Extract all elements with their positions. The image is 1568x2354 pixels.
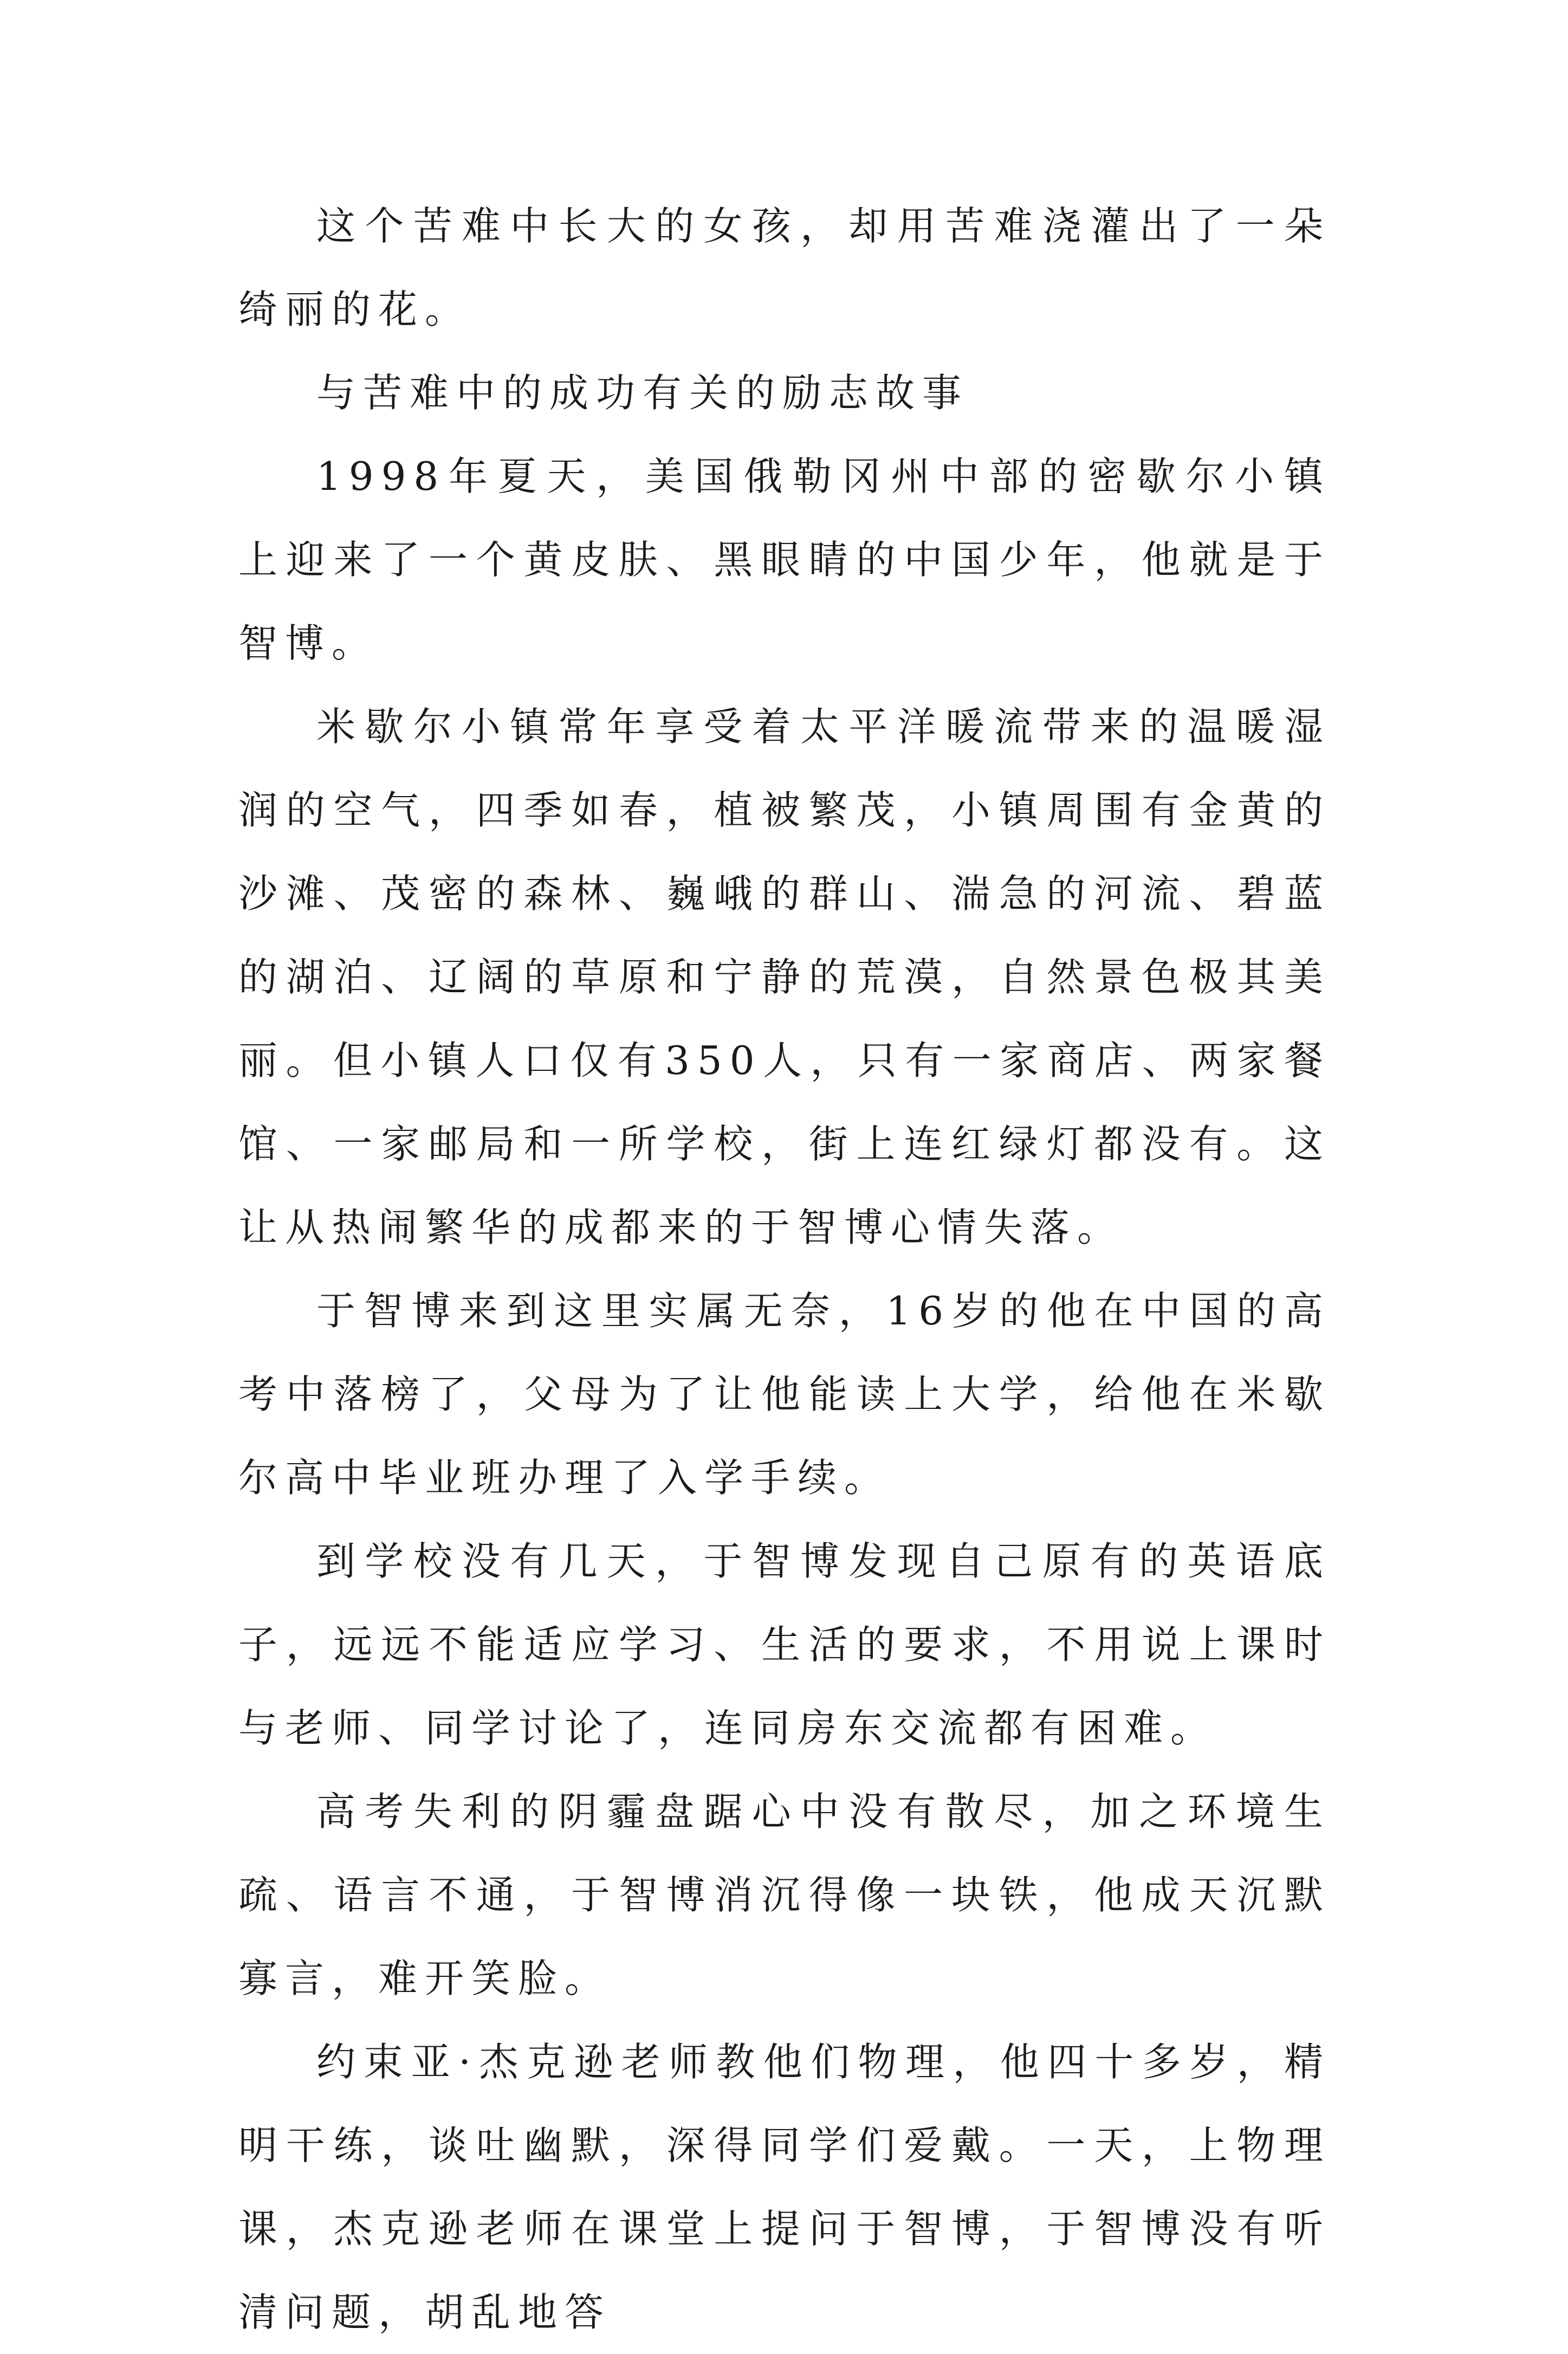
paragraph: 这个苦难中长大的女孩，却用苦难浇灌出了一朵绮丽的花。 — [238, 203, 1331, 332]
paragraph: 于智博来到这里实属无奈，16岁的他在中国的高考中落榜了，父母为了让他能读上大学，给他在米歇尔高中毕业班办理了入学手续。 — [238, 1288, 1331, 1501]
paragraph: 到学校没有几天，于智博发现自己原有的英语底子，远远不能适应学习、生活的要求，不用说上课时与老师、同学讨论了，连同房东交流都有困难。 — [238, 1538, 1331, 1751]
paragraph: 米歇尔小镇常年享受着太平洋暖流带来的温暖湿润的空气，四季如春，植被繁茂，小镇周围有金黄的沙滩、茂密的森林、巍峨的群山、湍急的河流、碧蓝的湖泊、辽阔的草原和宁静的荒漠，自然景色极其美丽。但小镇人口仅有350人，只有一家商店、两家餐馆、一家邮局和一所学校，街上连红绿灯都没有。这让从热闹繁华的成都来的于智博心情失落。 — [238, 704, 1331, 1250]
paragraph-heading: 与苦难中的成功有关的励志故事 — [316, 370, 969, 416]
document-body — [238, 184, 1331, 2354]
paragraph: 约束亚·杰克逊老师教他们物理，他四十多岁，精明干练，谈吐幽默，深得同学们爱戴。一天，上物理课，杰克逊老师在课堂上提问于智博，于智博没有听清问题，胡乱地答 — [238, 2039, 1331, 2335]
paragraph: 1998年夏天，美国俄勒冈州中部的密歇尔小镇上迎来了一个黄皮肤、黑眼睛的中国少年，他就是于智博。 — [238, 454, 1331, 666]
paragraph: 高考失利的阴霾盘踞心中没有散尽，加之环境生疏、语言不通，于智博消沉得像一块铁，他成天沉默寡言，难开笑脸。 — [238, 1789, 1331, 2001]
